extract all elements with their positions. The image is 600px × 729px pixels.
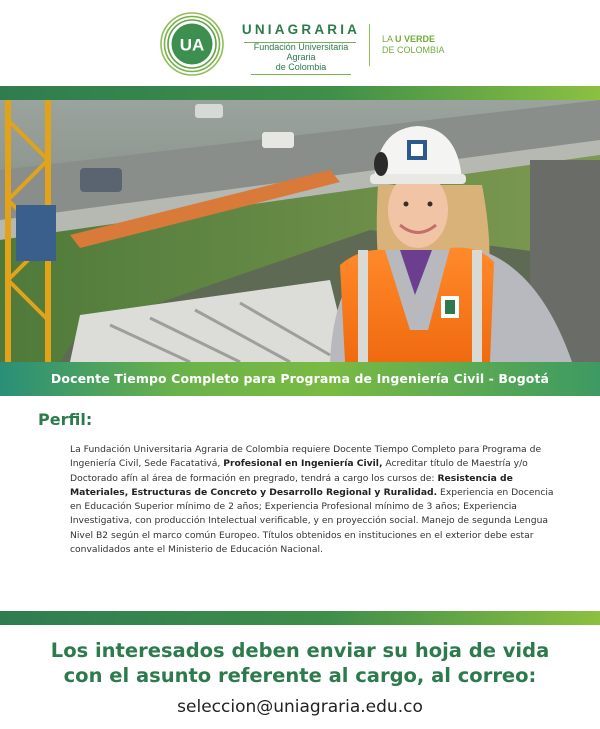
call-to-action xyxy=(0,638,600,688)
top-green-strip xyxy=(0,86,600,100)
cta-line-1: Los interesados deben enviar su hoja de vida xyxy=(50,639,550,662)
cta-line-2: con el asunto referente al cargo, al correo: xyxy=(63,664,537,687)
description-bold-2: Resistencia de Materiales, Estructuras de Concreto y Desarrollo Regional y Ruralidad. xyxy=(70,472,513,498)
tagline-line2: DE COLOMBIA xyxy=(382,45,445,55)
description-part-1: La Fundación Universitaria Agraria de Colombia requiere Docente Tiempo Completo para Programa de Ingeniería Civil, Sede Facatativá, xyxy=(70,444,542,470)
tagline-bold: U VERDE xyxy=(395,34,436,44)
tagline-prefix: LA xyxy=(382,34,393,44)
job-title-band xyxy=(0,362,600,396)
brand-subtitle-1: Fundación Universitaria Agraria xyxy=(253,42,349,62)
description-part-2: Acreditar título de Maestría y/o Doctorado afín al área de formación en pregrado, tendrá a cargo los cursos de: xyxy=(70,458,528,484)
construction-scene-illustration xyxy=(0,100,600,362)
uniagraria-logo-icon xyxy=(160,12,224,76)
description-part-3: Experiencia en Docencia en Educación Superior mínimo de 2 años; Experiencia Profesional mínimo de 3 años; Experiencia Investigativa, con producción Intelectual verificable, y en proyección social. Manejo de segunda Lengua Nivel B2 según el marco común Europeo. Títulos obtenidos en instituciones en el exterior debe estar convalidados ante el Ministerio de Educación Nacional. xyxy=(70,486,554,556)
brand-subtitle-2: de Colombia xyxy=(251,62,351,75)
header-divider xyxy=(369,24,370,66)
tagline xyxy=(382,34,445,56)
perfil-heading: Perfil: xyxy=(38,410,93,429)
header xyxy=(0,0,600,86)
job-title: Docente Tiempo Completo para Programa de Ingeniería Civil - Bogotá xyxy=(50,371,550,386)
logo-initials: UA xyxy=(179,35,205,55)
bottom-green-strip xyxy=(0,611,600,625)
brand-block xyxy=(241,22,361,75)
hero-photo xyxy=(0,100,600,362)
brand-rule xyxy=(244,42,356,43)
brand-name: UNIAGRARIA xyxy=(241,22,361,37)
contact-email[interactable]: seleccion@uniagraria.edu.co xyxy=(177,697,423,717)
job-description xyxy=(70,443,556,557)
description-bold-1: Profesional en Ingeniería Civil, xyxy=(223,458,383,470)
